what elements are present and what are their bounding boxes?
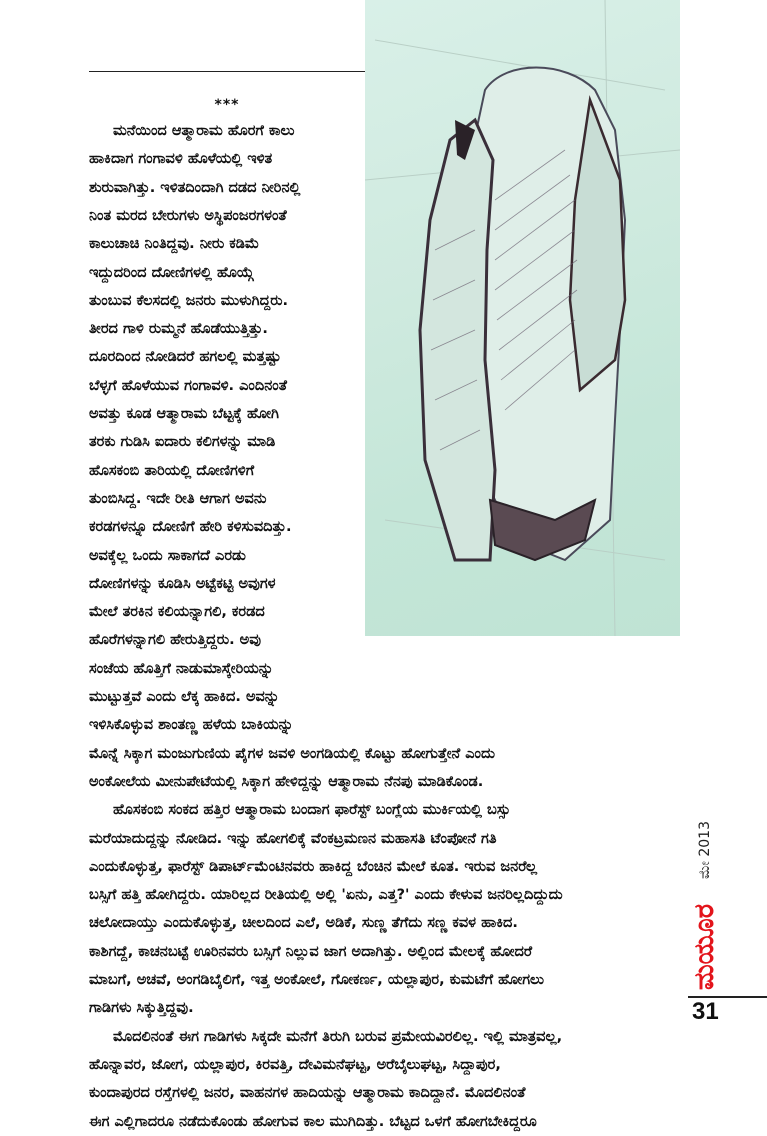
issue-date-text: ಮೇ 2013 bbox=[697, 821, 713, 879]
full-text-line: ಈಗ ಎಲ್ಲಿಗಾದರೂ ನಡೆದುಕೊಂಡು ಹೋಗುವ ಕಾಲ ಮುಗಿದಿತ್ತು. ಬೆಟ್ಟದ ಒಳಗೆ ಹೋಗಬೇಕಿದ್ದರೂ bbox=[89, 1113, 537, 1130]
magazine-logo-text: ಮಯೂರ bbox=[689, 903, 721, 991]
full-text-line: ಚಲೋದಾಯ್ತು ಎಂದುಕೊಳ್ಳುತ್ತ, ಚೀಲದಿಂದ ಎಲೆ, ಅಡಿಕೆ, ಸುಣ್ಣ ತೆಗೆದು ಸಣ್ಣ ಕವಳ ಹಾಕಿದ. bbox=[89, 915, 518, 932]
page-number: 31 bbox=[692, 998, 719, 1025]
full-text-line: ಎಂದುಕೊಳ್ಳುತ್ತ, ಫಾರೆಸ್ಟ್ ಡಿಪಾರ್ಟ್‌ಮೆಂಟಿನವರು ಹಾಕಿದ್ದ ಬೆಂಚಿನ ಮೇಲೆ ಕೂತ. ಇರುವ ಜನರೆಲ್ಲ bbox=[89, 858, 538, 875]
column-text-line: ಅವತ್ತು ಕೂಡ ಆತ್ಮಾರಾಮ ಬೆಟ್ಟಕ್ಕೆ ಹೋಗಿ bbox=[89, 406, 279, 422]
issue-date bbox=[688, 800, 722, 900]
column-text-line: ಶುರುವಾಗಿತ್ತು. ಇಳಿತದಿಂದಾಗಿ ದಡದ ನೀರಿನಲ್ಲಿ bbox=[89, 179, 301, 196]
column-text-line: ಕಾಲುಚಾಚಿ ನಿಂತಿದ್ದವು. ನೀರು ಕಡಿಮೆ bbox=[89, 236, 260, 253]
column-text-line: ನಿಂತ ಮರದ ಬೇರುಗಳು ಅಸ್ಥಿಪಂಜರಗಳಂತೆ bbox=[89, 207, 287, 224]
full-text-line: ಮೊದಲಿನಂತೆ ಈಗ ಗಾಡಿಗಳು ಸಿಕ್ಕದೇ ಮನೆಗೆ ತಿರುಗಿ ಬರುವ ಪ್ರಮೇಯವಿರಲಿಲ್ಲ. ಇಲ್ಲಿ ಮಾತ್ರವಲ್ಲ, bbox=[113, 1028, 563, 1045]
column-text-line: ತುಂಬಿಸಿದ್ದ. ಇದೇ ರೀತಿ ಆಗಾಗ ಅವನು bbox=[89, 490, 267, 507]
column-text-line: ಹೊಸಕಂಬಿ ತಾರಿಯಲ್ಲಿ ದೋಣಿಗಳಿಗೆ bbox=[89, 462, 255, 479]
section-separator: *** bbox=[214, 97, 240, 113]
full-text-line: ಗಾಡಿಗಳು ಸಿಕ್ಕುತ್ತಿದ್ದವು. bbox=[89, 1000, 194, 1017]
full-text-line: ಹೊನ್ನಾವರ, ಜೋಗ, ಯಲ್ಲಾಪುರ, ಕಿರವತ್ತಿ, ದೇವಿಮನೆಘಟ್ಟ, ಅರೆಬೈಲುಘಟ್ಟ, ಸಿದ್ದಾಪುರ, bbox=[89, 1056, 501, 1073]
top-rule bbox=[89, 71, 365, 72]
column-text-line: ಹಾಕಿದಾಗ ಗಂಗಾವಳಿ ಹೊಳೆಯಲ್ಲಿ ಇಳಿತ bbox=[89, 151, 273, 168]
column-text-line: ತರಕು ಗುಡಿಸಿ ಐದಾರು ಕಲಿಗಳನ್ನು ಮಾಡಿ bbox=[89, 434, 276, 451]
magazine-logo bbox=[688, 905, 722, 989]
column-text-line: ಕರಡಗಳನ್ನೂ ದೋಣಿಗೆ ಹೇರಿ ಕಳಿಸುವದಿತ್ತು. bbox=[89, 519, 292, 536]
column-text-line: ಇಳಿಸಿಕೊಳ್ಳುವ ಶಾಂತಣ್ಣ ಹಳೆಯ ಬಾಕಿಯನ್ನು bbox=[89, 717, 294, 734]
column-text-line: ತೀರದ ಗಾಳಿ ರುಮ್ಮನೆ ಹೊಡೆಯುತ್ತಿತ್ತು. bbox=[89, 321, 268, 338]
column-text-line: ಬೆಳ್ಳಗೆ ಹೊಳೆಯುವ ಗಂಗಾವಳಿ. ಎಂದಿನಂತೆ bbox=[89, 377, 287, 394]
column-text-line: ಸಂಜೆಯ ಹೊತ್ತಿಗೆ ನಾಡುಮಾಸ್ಕೇರಿಯನ್ನು bbox=[89, 660, 274, 677]
full-text-line: ಮೊನ್ನೆ ಸಿಕ್ಕಾಗ ಮಂಜುಗುಣಿಯ ಪೈಗಳ ಜವಳಿ ಅಂಗಡಿಯಲ್ಲಿ ಕೊಟ್ಟು ಹೋಗುತ್ತೇನೆ ಎಂದು bbox=[89, 745, 495, 762]
column-text-line: ಮುಟ್ಟುತ್ತವೆ ಎಂದು ಲೆಕ್ಕ ಹಾಕಿದ. ಅವನ್ನು bbox=[89, 689, 280, 705]
full-text-line: ಮರೆಯಾದುದ್ದನ್ನು ನೋಡಿದ. ಇನ್ನು ಹೋಗಲಿಕ್ಕೆ ವೆಂಕಟ್ರಮಣನ ಮಹಾಸತಿ ಟೆಂಪೋನೆ ಗತಿ bbox=[89, 830, 497, 847]
column-text-line: ಮನೆಯಿಂದ ಆತ್ಮಾರಾಮ ಹೊರಗೆ ಕಾಲು bbox=[113, 123, 295, 139]
full-text-line: ಕುಂದಾಪುರದ ರಸ್ತೆಗಳಲ್ಲಿ ಜನರ, ವಾಹನಗಳ ಹಾದಿಯನ್ನು ಆತ್ಮಾರಾಮ ಕಾದಿದ್ದಾನೆ. ಮೊದಲಿನಂತೆ bbox=[89, 1085, 526, 1102]
full-text-line: ಮಾಬಗೆ, ಅಚವೆ, ಅಂಗಡಿಬೈಲಿಗೆ, ಇತ್ತ ಅಂಕೋಲೆ, ಗೋಕರ್ಣ, ಯಲ್ಲಾಪುರ, ಕುಮಟೆಗೆ ಹೋಗಲು bbox=[89, 972, 545, 988]
sketch-illustration bbox=[365, 0, 680, 636]
column-text-line: ದೋಣಿಗಳನ್ನು ಕೂಡಿಸಿ ಅಟ್ಟೆಕಟ್ಟಿ ಅವುಗಳ bbox=[89, 575, 276, 592]
column-text-line: ಅವಕ್ಕೆಲ್ಲ ಒಂದು ಸಾಕಾಗದೆ ಎರಡು bbox=[89, 547, 246, 564]
column-text-line: ಇದ್ದುದರಿಂದ ದೋಣಿಗಳಲ್ಲಿ ಹೊಯ್ಗೆ bbox=[89, 264, 254, 281]
column-text-line: ದೂರದಿಂದ ನೋಡಿದರೆ ಹಗಲಲ್ಲಿ ಮತ್ತಷ್ಟು bbox=[89, 349, 281, 366]
full-text-line: ಬಸ್ಸಿಗೆ ಹತ್ತಿ ಹೋಗಿದ್ದರು. ಯಾರಿಲ್ಲದ ರೀತಿಯಲ್ಲಿ ಅಲ್ಲಿ 'ಏನು, ಎತ್ತ?' ಎಂದು ಕೇಳುವ ಜನರಿಲ್ಲದಿದ್ದುದು bbox=[89, 887, 563, 904]
full-text-line: ಹೊಸಕಂಬಿ ಸಂಕದ ಹತ್ತಿರ ಆತ್ಮಾರಾಮ ಬಂದಾಗ ಫಾರೆಸ್ಟ್ ಬಂಗ್ಲೆಯ ಮುರ್ಕಿಯಲ್ಲಿ ಬಸ್ಸು bbox=[113, 802, 511, 819]
column-text-line: ಮೇಲೆ ತರಕಿನ ಕಲಿಯನ್ನಾಗಲಿ, ಕರಡದ bbox=[89, 604, 265, 621]
column-text-line: ಹೊರೆಗಳನ್ನಾಗಲಿ ಹೇರುತ್ತಿದ್ದರು. ಅವು bbox=[89, 632, 262, 649]
full-text-line: ಅಂಕೋಲೆಯ ಮೀನುಪೇಟೆಯಲ್ಲಿ ಸಿಕ್ಕಾಗ ಹೇಳಿದ್ದನ್ನು ಆತ್ಮಾರಾಮ ನೆನಪು ಮಾಡಿಕೊಂಡ. bbox=[89, 773, 484, 790]
full-text-line: ಕಾಶಿಗದ್ದೆ, ಕಾಚನಬಟ್ಟೆ ಊರಿನವರು ಬಸ್ಸಿಗೆ ನಿಲ್ಲುವ ಜಾಗ ಅದಾಗಿತ್ತು. ಅಲ್ಲಿಂದ ಮೇಲಕ್ಕೆ ಹೋದರೆ bbox=[89, 943, 533, 960]
column-text-line: ತುಂಬುವ ಕೆಲಸದಲ್ಲಿ ಜನರು ಮುಳುಗಿದ್ದರು. bbox=[89, 292, 289, 309]
